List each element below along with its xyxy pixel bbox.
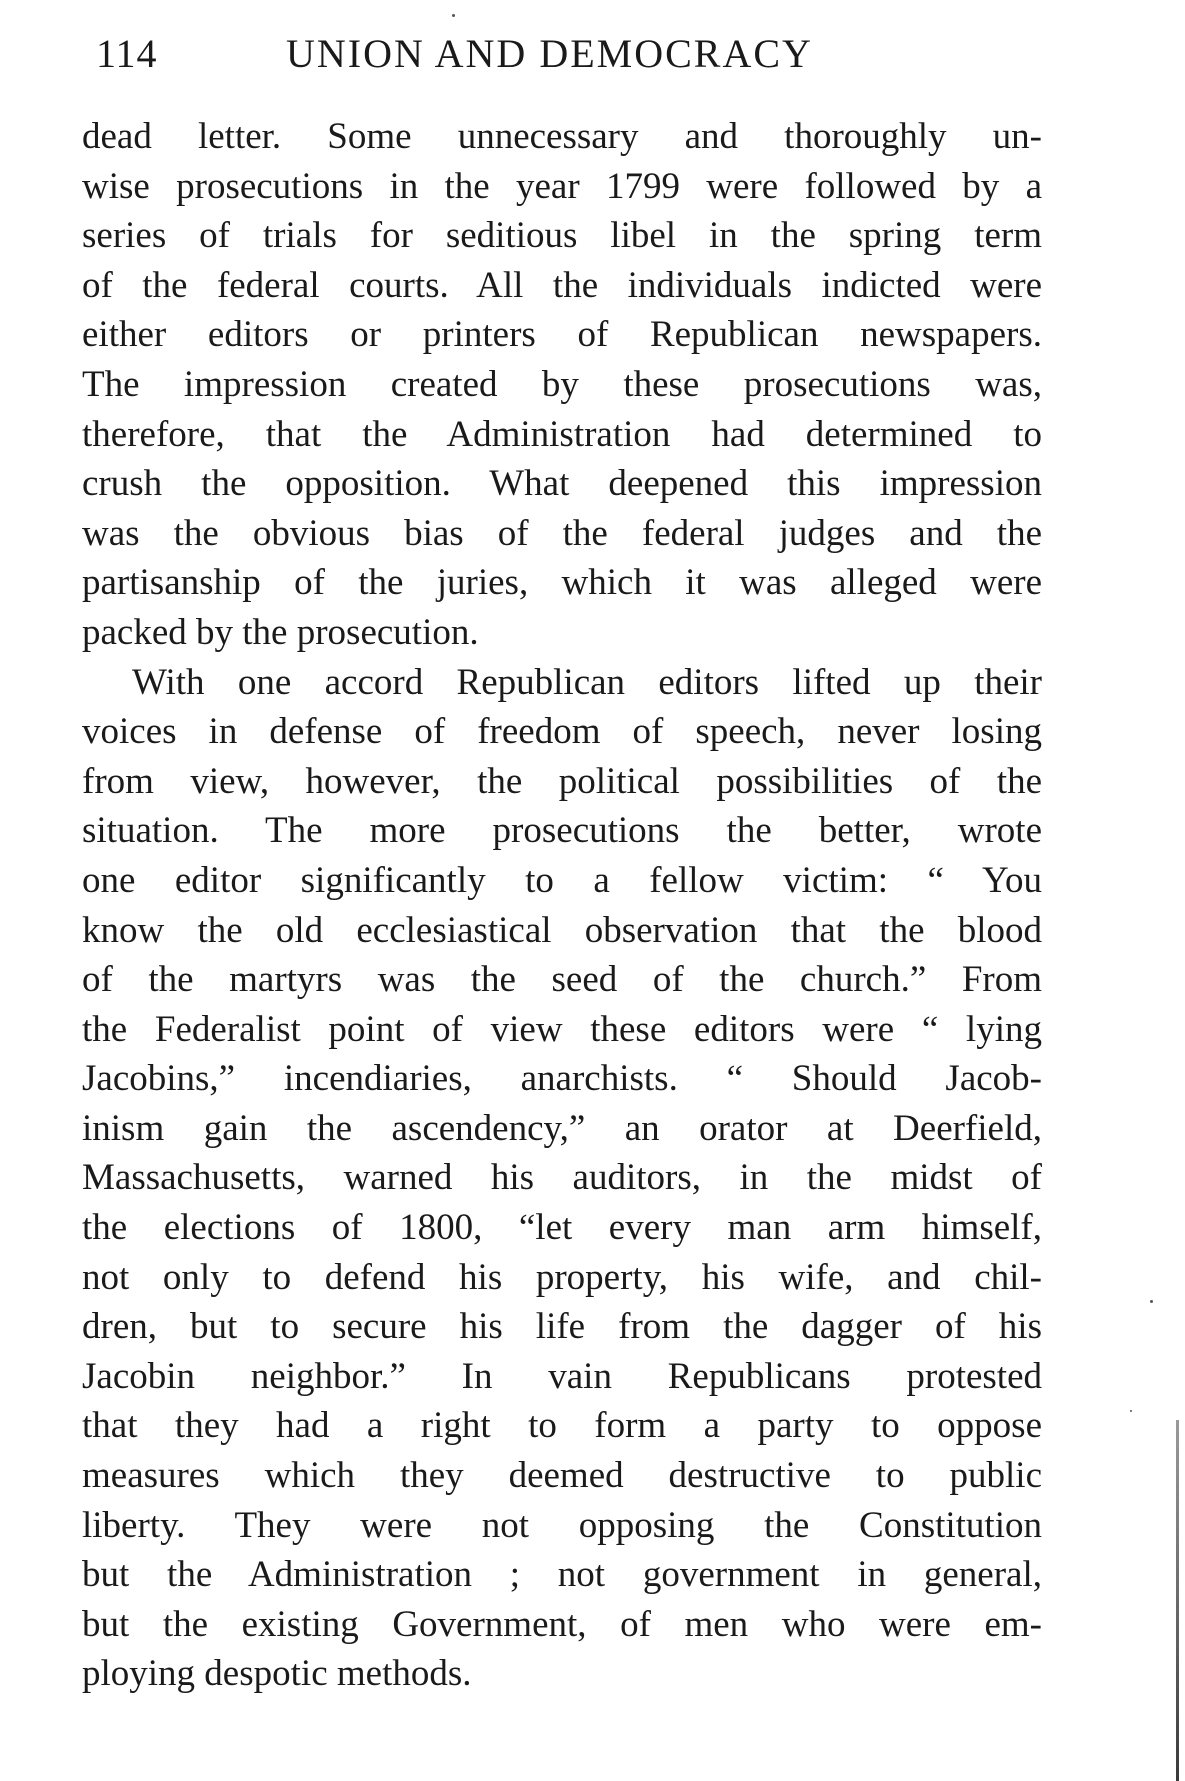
running-head [96,30,1056,86]
text-line: The impression created by these prosecutions was, [82,363,1042,405]
text-line: liberty. They were not opposing the Constitution [82,1504,1042,1546]
text-line: of the martyrs was the seed of the church.” From [82,959,1042,1001]
text-line: voices in defense of freedom of speech, never losing [82,711,1042,753]
text-line: was the obvious bias of the federal judges and the [82,512,1042,554]
scan-speck [1130,1410,1132,1412]
text-line: not only to defend his property, his wife, and chil- [82,1256,1042,1298]
text-line: from view, however, the political possibilities of the [82,760,1042,802]
text-line: know the old ecclesiastical observation that the blood [82,909,1042,951]
page-edge-shadow [1176,1420,1179,1781]
text-line: one editor significantly to a fellow victim: “ You [82,859,1042,901]
body-text [82,112,1042,1699]
text-line: wise prosecutions in the year 1799 were followed by a [82,165,1042,207]
scan-speck [452,14,455,17]
text-line: With one accord Republican editors lifted up their [132,661,1042,703]
text-line: measures which they deemed destructive to public [82,1455,1042,1497]
text-line: Massachusetts, warned his auditors, in the midst of [82,1157,1042,1199]
text-line: situation. The more prosecutions the better, wrote [82,810,1042,852]
scan-speck [1150,1300,1153,1303]
text-line: either editors or printers of Republican newspapers. [82,314,1042,356]
text-line: Jacobins,” incendiaries, anarchists. “ Should Jacob- [82,1058,1042,1100]
paragraph-2 [82,658,1042,1699]
text-line: inism gain the ascendency,” an orator at Deerfield, [82,1107,1042,1149]
text-line: packed by the prosecution. [82,611,479,653]
text-line: dren, but to secure his life from the dagger of his [82,1306,1042,1348]
page-number: 114 [96,31,158,76]
text-line: but the Administration ; not government in general, [82,1554,1042,1596]
running-title: UNION AND DEMOCRACY [286,31,813,76]
text-line: of the federal courts. All the individuals indicted were [82,264,1042,306]
text-line: but the existing Government, of men who were em- [82,1603,1042,1645]
text-line: Jacobin neighbor.” In vain Republicans protested [82,1355,1042,1397]
text-line: crush the opposition. What deepened this impression [82,463,1042,505]
text-line: dead letter. Some unnecessary and thoroughly un- [82,116,1042,157]
text-line: the Federalist point of view these editors were “ lying [82,1008,1042,1050]
text-line: partisanship of the juries, which it was alleged were [82,562,1042,604]
text-line: the elections of 1800, “let every man arm himself, [82,1207,1042,1249]
text-line: series of trials for seditious libel in the spring term [82,215,1042,257]
text-line: ploying despotic methods. [82,1653,472,1695]
paragraph-1 [82,112,1042,658]
text-line: that they had a right to form a party to oppose [82,1405,1042,1447]
text-line: therefore, that the Administration had determined to [82,413,1042,455]
